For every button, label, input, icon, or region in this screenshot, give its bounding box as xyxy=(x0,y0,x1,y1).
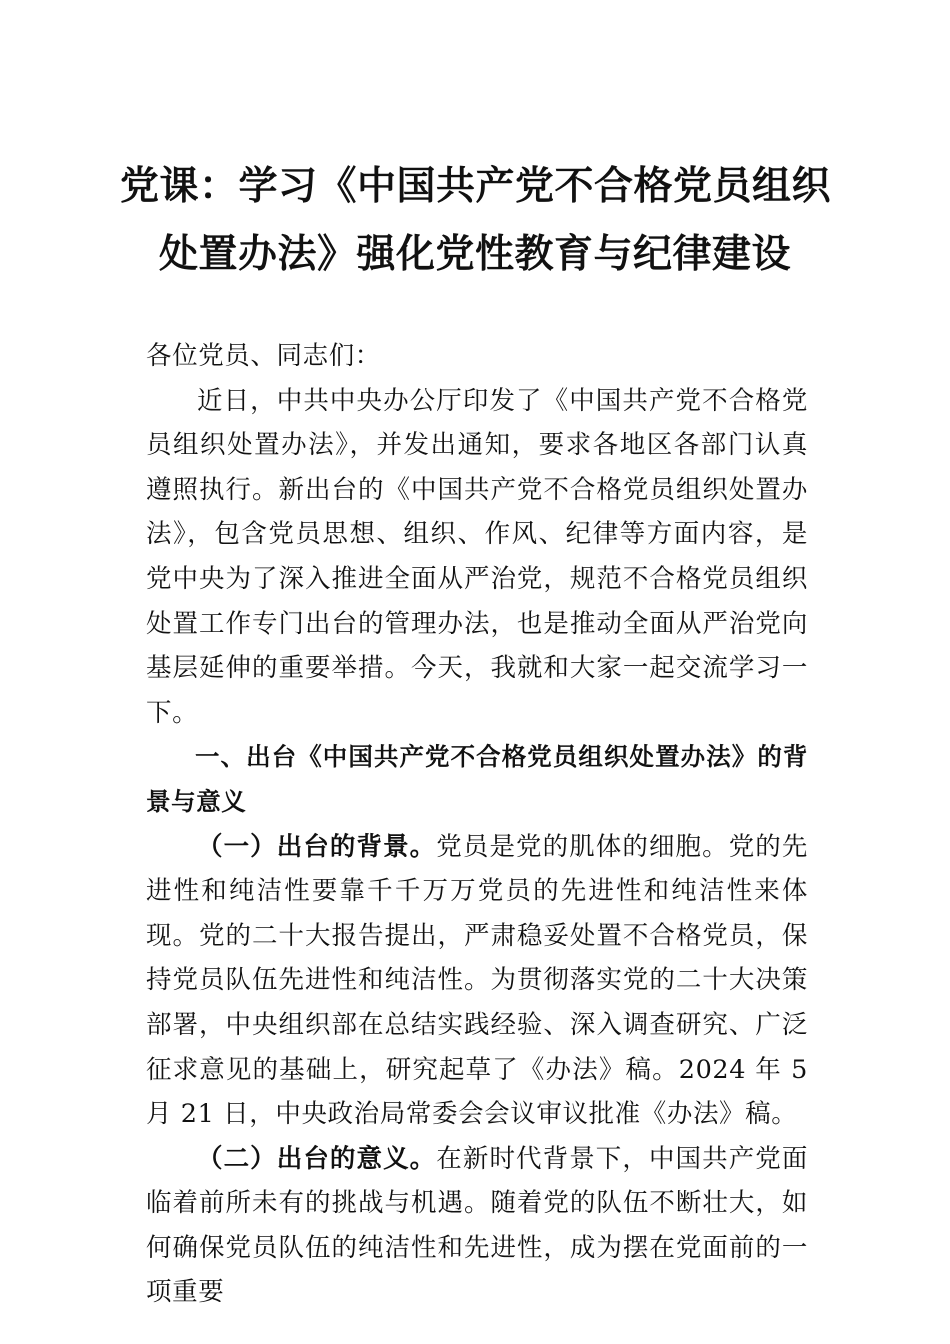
subsection-1-text: 党员是党的肌体的细胞。党的先进性和纯洁性要靠千千万万党员的先进性和纯洁性来体现。党的二十大报告提出，严肃稳妥处置不合格党员，保持党员队伍先进性和纯洁性。为贯彻落实党的二十大决策部署，中央组织部在总结实践经验、深入调查研究、广泛征求意见的基础上，研究起草了《办法》稿。2024 年 5 月 21 日，中央政治局常委会会议审议批准《办法》稿。 xyxy=(146,831,808,1130)
intro-paragraph: 近日，中共中央办公厅印发了《中国共产党不合格党员组织处置办法》，并发出通知，要求各地区各部门认真遵照执行。新出台的《中国共产党不合格党员组织处置办法》，包含党员思想、组织、作风、纪律等方面内容，是党中央为了深入推进全面从严治党，规范不合格党员组织处置工作专门出台的管理办法，也是推动全面从严治党向基层延伸的重要举措。今天，我就和大家一起交流学习一下。 xyxy=(146,385,808,728)
document-body xyxy=(146,334,808,1315)
subsection-1-lead: （一）出台的背景。 xyxy=(197,831,437,862)
section-1-heading: 一、出台《中国共产党不合格党员组织处置办法》的背景与意义 xyxy=(146,742,808,816)
salutation: 各位党员、同志们： xyxy=(146,341,381,371)
document-title-line-1: 党课：学习《中国共产党不合格党员组织 xyxy=(120,164,832,209)
subsection-2-text: 在新时代背景下，中国共产党面临着前所未有的挑战与机遇。随着党的队伍不断壮大，如何确保党员队伍的纯洁性和先进性，成为摆在党面前的一项重要 xyxy=(146,1143,808,1308)
subsection-1-paragraph xyxy=(146,825,808,1137)
document-title-line-2: 处置办法》强化党性教育与纪律建设 xyxy=(158,232,791,277)
subsection-2-lead: （二）出台的意义。 xyxy=(197,1143,437,1174)
subsection-2-paragraph xyxy=(146,1137,808,1315)
